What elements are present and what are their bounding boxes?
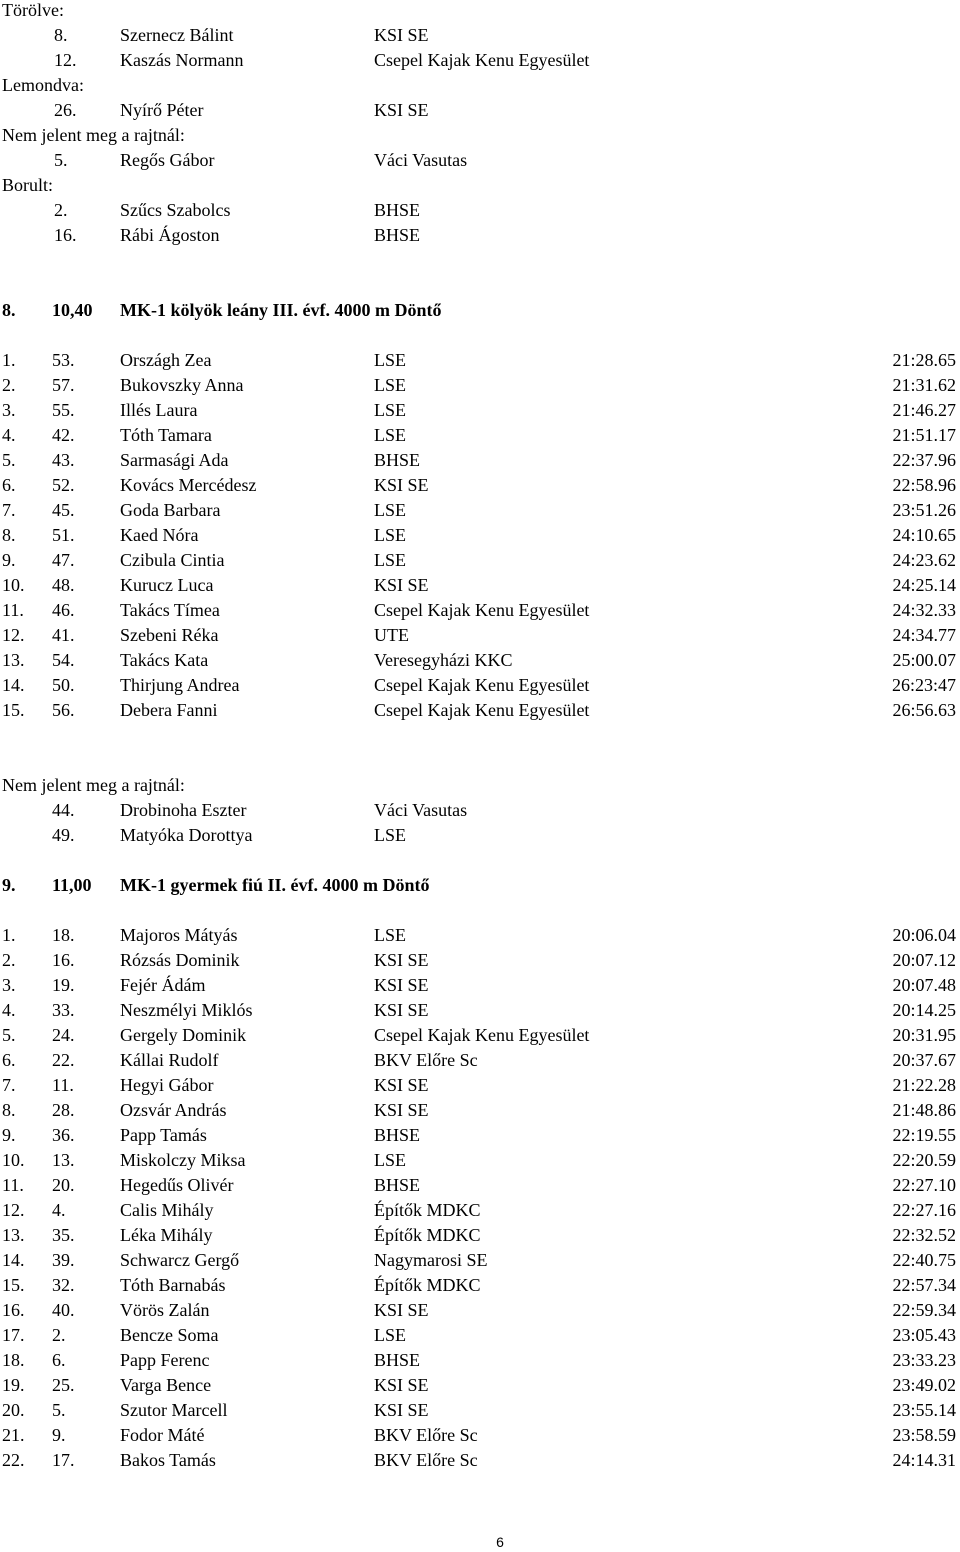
club: KSI SE (374, 1375, 429, 1395)
table-row (0, 473, 960, 498)
time: 21:28.65 (892, 350, 956, 370)
place: 6. (2, 1050, 16, 1070)
place: 19. (2, 1375, 25, 1395)
athlete-name: Kaszás Normann (120, 50, 244, 70)
athlete-name: Kurucz Luca (120, 575, 214, 595)
athlete-name: Rózsás Dominik (120, 950, 240, 970)
time: 22:57.34 (892, 1275, 956, 1295)
club: Csepel Kajak Kenu Egyesület (374, 700, 590, 720)
bib: 19. (52, 975, 75, 995)
place: 20. (2, 1400, 25, 1420)
bib: 16. (52, 950, 75, 970)
table-row (0, 423, 960, 448)
club: KSI SE (374, 575, 429, 595)
athlete-name: Varga Bence (120, 1375, 212, 1395)
table-row (0, 523, 960, 548)
place: 1. (2, 925, 16, 945)
athlete-name: Neszmélyi Miklós (120, 1000, 253, 1020)
bib: 39. (52, 1250, 75, 1270)
club: LSE (374, 550, 407, 570)
bib: 28. (52, 1100, 75, 1120)
athlete-name: Hegedűs Olivér (120, 1175, 234, 1195)
time: 21:51.17 (892, 425, 956, 445)
place: 3. (2, 975, 16, 995)
race-heading (0, 298, 960, 323)
bib: 22. (52, 1050, 75, 1070)
club: LSE (374, 925, 407, 945)
table-row (0, 348, 960, 373)
athlete-name: Tóth Tamara (120, 425, 212, 445)
athlete-name: Goda Barbara (120, 500, 221, 520)
athlete-name: Gergely Dominik (120, 1025, 247, 1045)
athlete-name: Miskolczy Miksa (120, 1150, 246, 1170)
table-row (0, 1373, 960, 1398)
time: 20:07.48 (892, 975, 956, 995)
bib: 32. (52, 1275, 75, 1295)
bib: 51. (52, 525, 75, 545)
athlete-name: Fejér Ádám (120, 975, 206, 995)
time: 22:40.75 (892, 1250, 956, 1270)
bib: 17. (52, 1450, 75, 1470)
place: 8. (2, 525, 16, 545)
club: KSI SE (374, 25, 429, 45)
athlete-name: Takács Tímea (120, 600, 220, 620)
athlete-name: Papp Ferenc (120, 1350, 210, 1370)
race-title: MK-1 gyermek fiú II. évf. 4000 m Döntő (120, 875, 430, 895)
time: 20:06.04 (892, 925, 956, 945)
table-row (0, 923, 960, 948)
table-row (0, 1398, 960, 1423)
place: 2. (2, 950, 16, 970)
table-row (0, 498, 960, 523)
table-row (0, 998, 960, 1023)
time: 22:27.10 (892, 1175, 956, 1195)
time: 26:56.63 (892, 700, 956, 720)
club: LSE (374, 400, 407, 420)
bib: 35. (52, 1225, 75, 1245)
bib: 6. (52, 1350, 66, 1370)
time: 26:23:47 (891, 675, 956, 695)
bib: 24. (52, 1025, 75, 1045)
club: LSE (374, 350, 407, 370)
time: 23:51.26 (892, 500, 956, 520)
table-row (0, 1048, 960, 1073)
list-item (0, 48, 960, 73)
club: KSI SE (374, 1075, 429, 1095)
club: KSI SE (374, 950, 429, 970)
time: 20:31.95 (892, 1025, 956, 1045)
time: 23:33.23 (892, 1350, 956, 1370)
athlete-name: Majoros Mátyás (120, 925, 238, 945)
time: 23:58.59 (892, 1425, 956, 1445)
club: KSI SE (374, 1100, 429, 1120)
athlete-name: Bukovszky Anna (120, 375, 244, 395)
place: 21. (2, 1425, 25, 1445)
club: BKV Előre Sc (374, 1450, 478, 1470)
athlete-name: Országh Zea (120, 350, 212, 370)
athlete-name: Sarmasági Ada (120, 450, 229, 470)
table-row (0, 448, 960, 473)
athlete-name: Debera Fanni (120, 700, 218, 720)
table-row (0, 1448, 960, 1473)
club: KSI SE (374, 1400, 429, 1420)
race-number: 9. (2, 875, 16, 895)
club: KSI SE (374, 975, 429, 995)
time: 22:58.96 (892, 475, 956, 495)
bib: 18. (52, 925, 75, 945)
club: Csepel Kajak Kenu Egyesület (374, 675, 590, 695)
place: 9. (2, 1125, 16, 1145)
club: Veresegyházi KKC (374, 650, 513, 670)
place: 16. (2, 1300, 25, 1320)
table-row (0, 398, 960, 423)
time: 23:49.02 (892, 1375, 956, 1395)
list-item (0, 148, 960, 173)
club: BHSE (374, 225, 421, 245)
club: LSE (374, 1325, 407, 1345)
table-row (0, 373, 960, 398)
bib: 56. (52, 700, 75, 720)
bib: 57. (52, 375, 75, 395)
bib: 54. (52, 650, 75, 670)
bib: 11. (52, 1075, 74, 1095)
time: 23:05.43 (892, 1325, 956, 1345)
club: BHSE (374, 450, 421, 470)
time: 25:00.07 (892, 650, 956, 670)
table-row (0, 1423, 960, 1448)
bib: 20. (52, 1175, 75, 1195)
table-row (0, 673, 960, 698)
club: LSE (374, 425, 407, 445)
club: KSI SE (374, 100, 429, 120)
table-row (0, 1323, 960, 1348)
list-item (0, 223, 960, 248)
time: 24:23.62 (892, 550, 956, 570)
club: UTE (374, 625, 409, 645)
time: 24:25.14 (892, 575, 956, 595)
bib: 44. (52, 800, 75, 820)
club: BHSE (374, 1350, 421, 1370)
club: BHSE (374, 1125, 421, 1145)
place: 5. (2, 450, 16, 470)
bib: 33. (52, 1000, 75, 1020)
time: 24:10.65 (892, 525, 956, 545)
athlete-name: Drobinoha Eszter (120, 800, 247, 820)
table-row (0, 598, 960, 623)
page-number: 6 (496, 1534, 504, 1550)
athlete-name: Bakos Tamás (120, 1450, 216, 1470)
bib: 43. (52, 450, 75, 470)
bib: 36. (52, 1125, 75, 1145)
place: 10. (2, 1150, 25, 1170)
time: 22:27.16 (892, 1200, 956, 1220)
place: 10. (2, 575, 25, 595)
bib: 53. (52, 350, 75, 370)
place: 4. (2, 425, 16, 445)
athlete-name: Fodor Máté (120, 1425, 205, 1445)
bib: 8. (54, 25, 68, 45)
athlete-name: Szűcs Szabolcs (120, 200, 231, 220)
table-row (0, 623, 960, 648)
club: LSE (374, 825, 407, 845)
list-item (0, 798, 960, 823)
place: 14. (2, 1250, 25, 1270)
club: BKV Előre Sc (374, 1425, 478, 1445)
table-row (0, 1223, 960, 1248)
place: 12. (2, 625, 25, 645)
table-row (0, 1348, 960, 1373)
club: KSI SE (374, 475, 429, 495)
place: 14. (2, 675, 25, 695)
place: 15. (2, 700, 25, 720)
club: LSE (374, 375, 407, 395)
bib: 16. (54, 225, 77, 245)
athlete-name: Nyírő Péter (120, 100, 204, 120)
place: 15. (2, 1275, 25, 1295)
dns-label: Nem jelent meg a rajtnál: (2, 775, 185, 795)
athlete-name: Schwarcz Gergő (120, 1250, 240, 1270)
table-row (0, 573, 960, 598)
bib: 4. (52, 1200, 66, 1220)
table-row (0, 548, 960, 573)
bib: 45. (52, 500, 75, 520)
bib: 46. (52, 600, 75, 620)
time: 22:20.59 (892, 1150, 956, 1170)
athlete-name: Kovács Mercédesz (120, 475, 257, 495)
club: LSE (374, 1150, 407, 1170)
time: 20:14.25 (892, 1000, 956, 1020)
place: 22. (2, 1450, 25, 1470)
table-row (0, 1098, 960, 1123)
club: Váci Vasutas (374, 800, 468, 820)
race-title: MK-1 kölyök leány III. évf. 4000 m Döntő (120, 300, 442, 320)
place: 2. (2, 375, 16, 395)
athlete-name: Hegyi Gábor (120, 1075, 214, 1095)
time: 22:32.52 (892, 1225, 956, 1245)
club: Csepel Kajak Kenu Egyesület (374, 50, 590, 70)
athlete-name: Matyóka Dorottya (120, 825, 253, 845)
table-row (0, 1173, 960, 1198)
place: 4. (2, 1000, 16, 1020)
table-row (0, 698, 960, 723)
bib: 2. (54, 200, 68, 220)
table-row (0, 1073, 960, 1098)
table-row (0, 973, 960, 998)
athlete-name: Ozsvár András (120, 1100, 227, 1120)
athlete-name: Vörös Zalán (120, 1300, 210, 1320)
time: 23:55.14 (892, 1400, 956, 1420)
time: 24:32.33 (892, 600, 956, 620)
place: 7. (2, 1075, 16, 1095)
athlete-name: Czibula Cintia (120, 550, 225, 570)
table-row (0, 648, 960, 673)
time: 21:46.27 (892, 400, 956, 420)
bib: 55. (52, 400, 75, 420)
time: 21:48.86 (892, 1100, 956, 1120)
race-heading (0, 873, 960, 898)
time: 20:07.12 (892, 950, 956, 970)
table-row (0, 1198, 960, 1223)
athlete-name: Papp Tamás (120, 1125, 207, 1145)
athlete-name: Szernecz Bálint (120, 25, 234, 45)
bib: 41. (52, 625, 75, 645)
club: BKV Előre Sc (374, 1050, 478, 1070)
time: 21:31.62 (892, 375, 956, 395)
time: 24:14.31 (892, 1450, 956, 1470)
bib: 26. (54, 100, 77, 120)
athlete-name: Szutor Marcell (120, 1400, 228, 1420)
bib: 13. (52, 1150, 75, 1170)
table-row (0, 1148, 960, 1173)
time: 22:37.96 (892, 450, 956, 470)
bib: 50. (52, 675, 75, 695)
race-number: 8. (2, 300, 16, 320)
athlete-name: Regős Gábor (120, 150, 215, 170)
club: LSE (374, 500, 407, 520)
athlete-name: Illés Laura (120, 400, 198, 420)
bib: 5. (54, 150, 68, 170)
place: 5. (2, 1025, 16, 1045)
race-time: 11,00 (52, 875, 92, 895)
club: Váci Vasutas (374, 150, 468, 170)
bib: 9. (52, 1425, 66, 1445)
club: Építők MDKC (374, 1200, 481, 1220)
place: 1. (2, 350, 16, 370)
place: 11. (2, 1175, 24, 1195)
place: 13. (2, 650, 25, 670)
group-label: Borult: (2, 175, 54, 195)
list-item (0, 198, 960, 223)
time: 24:34.77 (892, 625, 956, 645)
place: 3. (2, 400, 16, 420)
list-item (0, 98, 960, 123)
table-row (0, 1248, 960, 1273)
list-item (0, 23, 960, 48)
place: 9. (2, 550, 16, 570)
table-row (0, 1273, 960, 1298)
bib: 49. (52, 825, 75, 845)
club: Csepel Kajak Kenu Egyesület (374, 1025, 590, 1045)
table-row (0, 948, 960, 973)
place: 11. (2, 600, 24, 620)
time: 20:37.67 (892, 1050, 956, 1070)
time: 22:19.55 (892, 1125, 956, 1145)
athlete-name: Tóth Barnabás (120, 1275, 226, 1295)
athlete-name: Calis Mihály (120, 1200, 214, 1220)
club: Építők MDKC (374, 1225, 481, 1245)
bib: 48. (52, 575, 75, 595)
club: Csepel Kajak Kenu Egyesület (374, 600, 590, 620)
bib: 42. (52, 425, 75, 445)
athlete-name: Rábi Ágoston (120, 225, 220, 245)
athlete-name: Léka Mihály (120, 1225, 213, 1245)
bib: 2. (52, 1325, 66, 1345)
group-label: Törölve: (2, 0, 64, 20)
group-label: Lemondva: (2, 75, 84, 95)
athlete-name: Szebeni Réka (120, 625, 219, 645)
bib: 40. (52, 1300, 75, 1320)
athlete-name: Takács Kata (120, 650, 209, 670)
table-row (0, 1023, 960, 1048)
bib: 12. (54, 50, 77, 70)
place: 17. (2, 1325, 25, 1345)
place: 13. (2, 1225, 25, 1245)
bib: 25. (52, 1375, 75, 1395)
table-row (0, 1298, 960, 1323)
time: 22:59.34 (892, 1300, 956, 1320)
group-label: Nem jelent meg a rajtnál: (2, 125, 185, 145)
club: LSE (374, 525, 407, 545)
list-item (0, 823, 960, 848)
bib: 52. (52, 475, 75, 495)
place: 8. (2, 1100, 16, 1120)
table-row (0, 1123, 960, 1148)
athlete-name: Bencze Soma (120, 1325, 219, 1345)
place: 12. (2, 1200, 25, 1220)
club: BHSE (374, 200, 421, 220)
club: KSI SE (374, 1300, 429, 1320)
club: BHSE (374, 1175, 421, 1195)
bib: 47. (52, 550, 75, 570)
athlete-name: Thirjung Andrea (120, 675, 240, 695)
bib: 5. (52, 1400, 66, 1420)
club: KSI SE (374, 1000, 429, 1020)
race-time: 10,40 (52, 300, 93, 320)
athlete-name: Kállai Rudolf (120, 1050, 219, 1070)
place: 18. (2, 1350, 25, 1370)
time: 21:22.28 (892, 1075, 956, 1095)
place: 6. (2, 475, 16, 495)
club: Nagymarosi SE (374, 1250, 488, 1270)
place: 7. (2, 500, 16, 520)
club: Építők MDKC (374, 1275, 481, 1295)
athlete-name: Kaed Nóra (120, 525, 199, 545)
